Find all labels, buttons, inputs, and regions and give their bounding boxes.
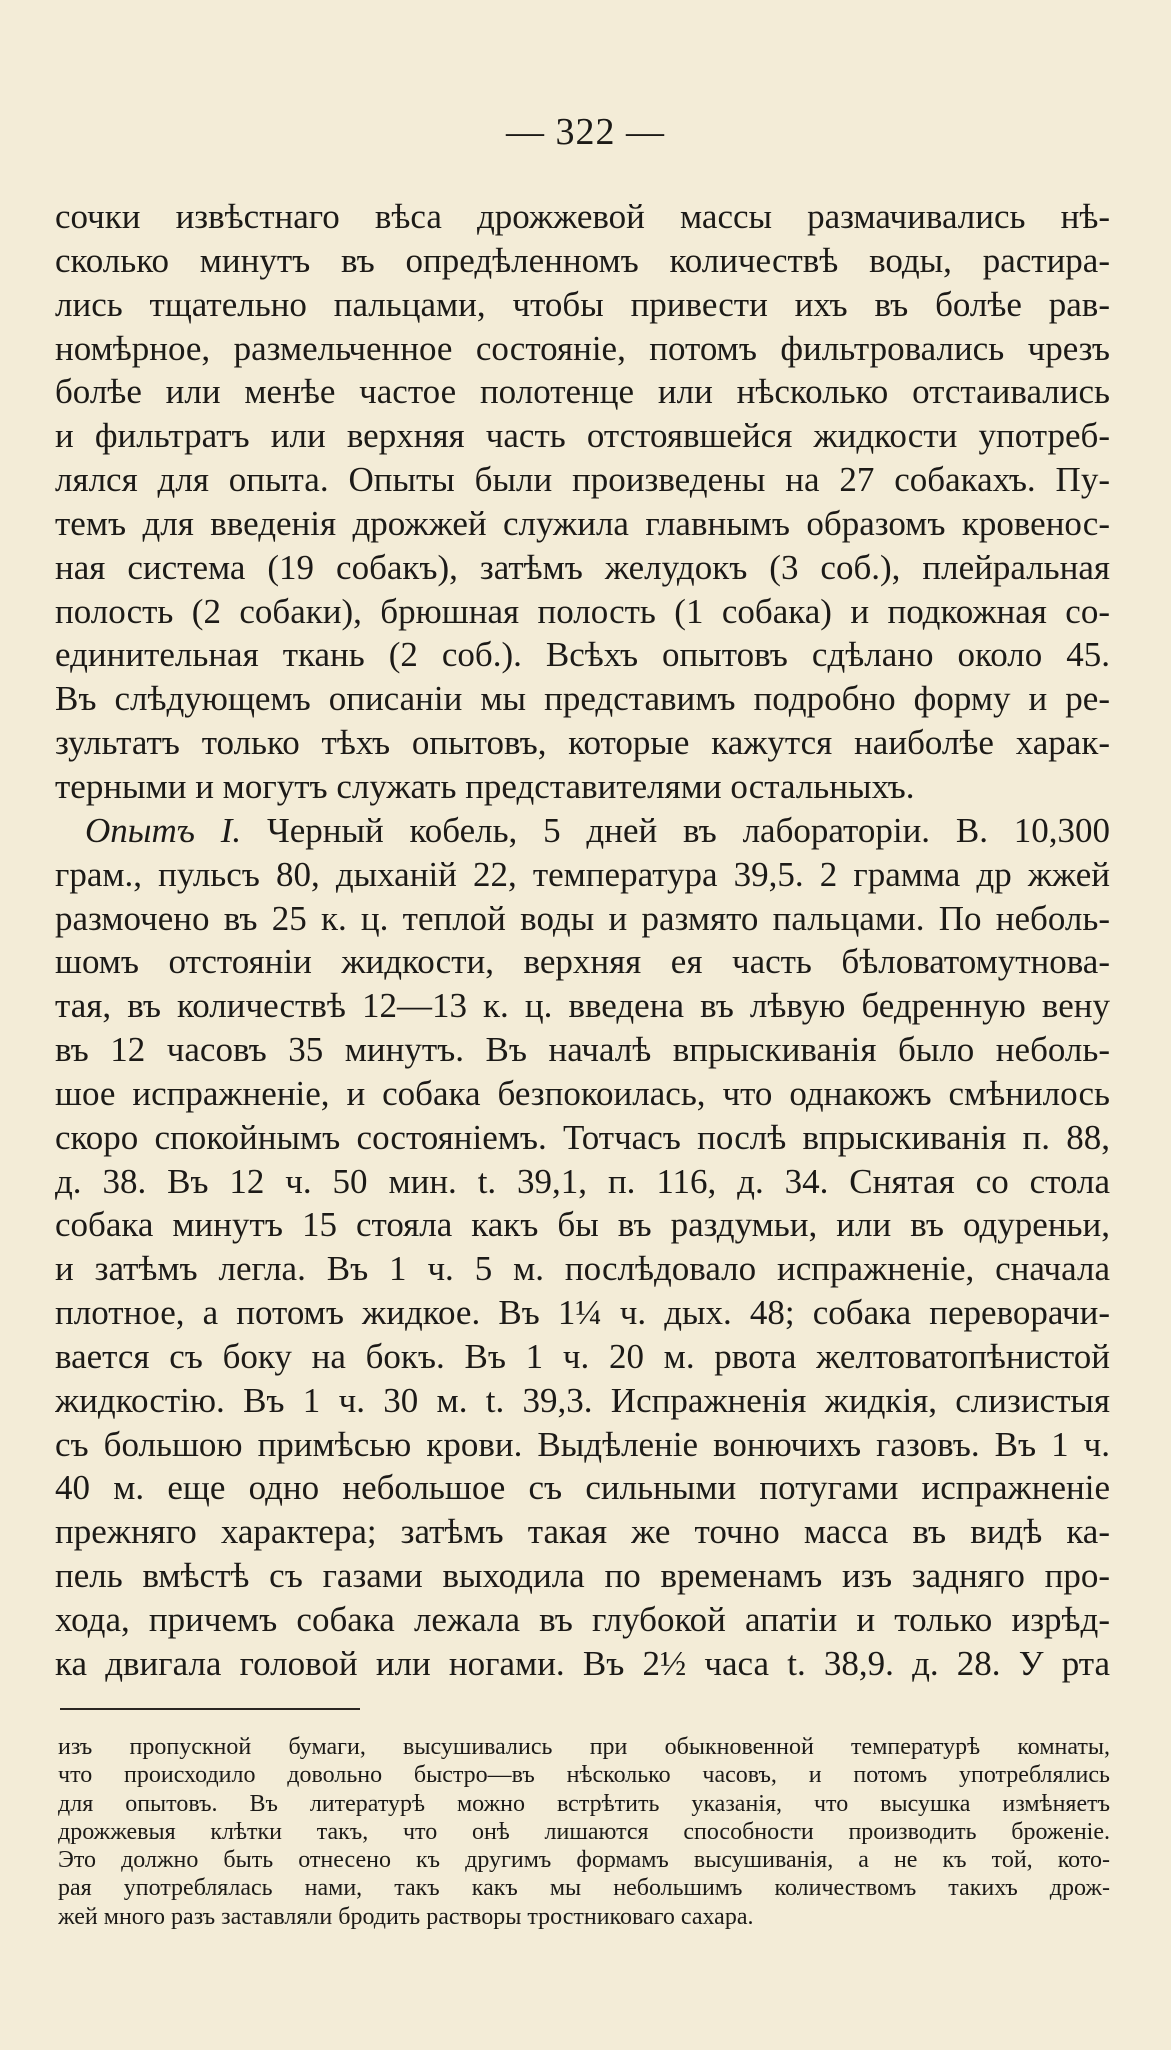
text-line: болѣе или менѣе частое полотенце или нѣсколько отстаивались bbox=[55, 372, 1110, 412]
text-line: съ большою примѣсью крови. Выдѣленіе вонючихъ газовъ. Въ 1 ч. bbox=[55, 1424, 1110, 1464]
text-line: хода, причемъ собака лежала въ глубокой апатіи и только изрѣд- bbox=[55, 1600, 1110, 1639]
text-line: пель вмѣстѣ съ газами выходила по временамъ изъ задняго про- bbox=[55, 1556, 1110, 1596]
text-line: д. 38. Въ 12 ч. 50 мин. t. 39,1, п. 116, д. 34. Снятая со стола bbox=[55, 1161, 1110, 1201]
text-line: полость (2 собаки), брюшная полость (1 собака) и подкожная со- bbox=[55, 591, 1110, 631]
text-line: сочки извѣстнаго вѣса дрожжевой массы размачивались нѣ- bbox=[55, 197, 1110, 236]
footnote-line: изъ пропускной бумаги, высушивались при обыкновенной температурѣ комнаты, bbox=[58, 1734, 1110, 1760]
experiment-text: Черный кобель, 5 дней въ лабораторіи. В. 10,300 bbox=[241, 810, 1110, 850]
text-line: скоро спокойнымъ состояніемъ. Тотчасъ послѣ впрыскиванія п. 88, bbox=[55, 1117, 1110, 1157]
main-text bbox=[55, 195, 1110, 1686]
footnote-line: рая употреблялась нами, такъ какъ мы небольшимъ количествомъ такихъ дрож- bbox=[58, 1875, 1110, 1902]
text-line: плотное, а потомъ жидкое. Въ 1¼ ч. дых. 48; собака переворачи- bbox=[55, 1293, 1110, 1333]
footnote-line: что происходило довольно быстро—въ нѣсколько часовъ, и потомъ употреблялись bbox=[58, 1762, 1110, 1789]
text-line: зультатъ только тѣхъ опытовъ, которые кажутся наиболѣе харак- bbox=[55, 723, 1110, 763]
text-line: прежняго характера; затѣмъ такая же точно масса въ видѣ ка- bbox=[55, 1512, 1110, 1552]
text-line: лялся для опыта. Опыты были произведены на 27 собакахъ. Пу- bbox=[55, 460, 1110, 500]
text-line: и фильтратъ или верхняя часть отстоявшейся жидкости употреб- bbox=[55, 416, 1110, 456]
footnote-line: жей много разъ заставляли бродить растворы тростниковаго сахара. bbox=[58, 1903, 754, 1930]
text-line: жидкостію. Въ 1 ч. 30 м. t. 39,3. Испражненія жидкія, слизистыя bbox=[55, 1380, 1110, 1420]
footnote-divider bbox=[60, 1708, 360, 1710]
text-line: и затѣмъ легла. Въ 1 ч. 5 м. послѣдовало испражненіе, сначала bbox=[55, 1249, 1110, 1289]
text-line: ка двигала головой или ногами. Въ 2½ часа t. 38,9. д. 28. У рта bbox=[55, 1643, 1110, 1683]
text-line: ная система (19 собакъ), затѣмъ желудокъ (3 соб.), плейральная bbox=[55, 547, 1110, 587]
text-line: грам., пульсъ 80, дыханій 22, температура 39,5. 2 грамма др жжей bbox=[55, 854, 1110, 894]
page-number: — 322 — bbox=[506, 111, 665, 153]
text-line: вается съ боку на бокъ. Въ 1 ч. 20 м. рвота желтоватопѣнистой bbox=[55, 1336, 1110, 1376]
text-line-experiment-heading bbox=[55, 809, 1110, 853]
footnote-line: дрожжевыя клѣтки такъ, что онѣ лишаются способности производить броженіе. bbox=[58, 1818, 1110, 1845]
text-line: собака минутъ 15 стояла какъ бы въ раздумьи, или въ одуреньи, bbox=[55, 1205, 1110, 1245]
text-line: терными и могутъ служать представителями остальныхъ. bbox=[55, 766, 915, 806]
text-line: 40 м. еще одно небольшое съ сильными потугами испражненіе bbox=[55, 1468, 1110, 1508]
experiment-label: Опытъ I. bbox=[85, 810, 242, 850]
footnote-line: Это должно быть отнесено къ другимъ формамъ высушиванія, а не къ той, кото- bbox=[58, 1847, 1110, 1874]
footnote-line: для опытовъ. Въ литературѣ можно встрѣтить указанія, что высушка измѣняетъ bbox=[58, 1790, 1110, 1817]
text-line: темъ для введенія дрожжей служила главнымъ образомъ кровенос- bbox=[55, 503, 1110, 543]
text-line: Въ слѣдующемъ описаніи мы представимъ подробно форму и ре- bbox=[55, 679, 1110, 719]
text-line: сколько минутъ въ опредѣленномъ количествѣ воды, растира- bbox=[55, 240, 1110, 280]
text-line: шое испражненіе, и собака безпокоилась, что однакожъ смѣнилось bbox=[55, 1073, 1110, 1113]
text-line: тая, въ количествѣ 12—13 к. ц. введена въ лѣвую бедренную вену bbox=[55, 986, 1110, 1026]
text-line: въ 12 часовъ 35 минутъ. Въ началѣ впрыскиванія было неболь- bbox=[55, 1030, 1110, 1070]
text-line: шомъ отстояніи жидкости, верхняя ея часть бѣловатомутнова- bbox=[55, 942, 1110, 982]
text-line: единительная ткань (2 соб.). Всѣхъ опытовъ сдѣлано около 45. bbox=[55, 635, 1110, 675]
text-line: номѣрное, размельченное состояніе, потомъ фильтровались чрезъ bbox=[55, 328, 1110, 368]
text-line: лись тщательно пальцами, чтобы привести ихъ въ болѣе рав- bbox=[55, 284, 1110, 324]
text-line: размочено въ 25 к. ц. теплой воды и размято пальцами. По неболь- bbox=[55, 898, 1110, 938]
footnote bbox=[58, 1733, 1110, 1931]
